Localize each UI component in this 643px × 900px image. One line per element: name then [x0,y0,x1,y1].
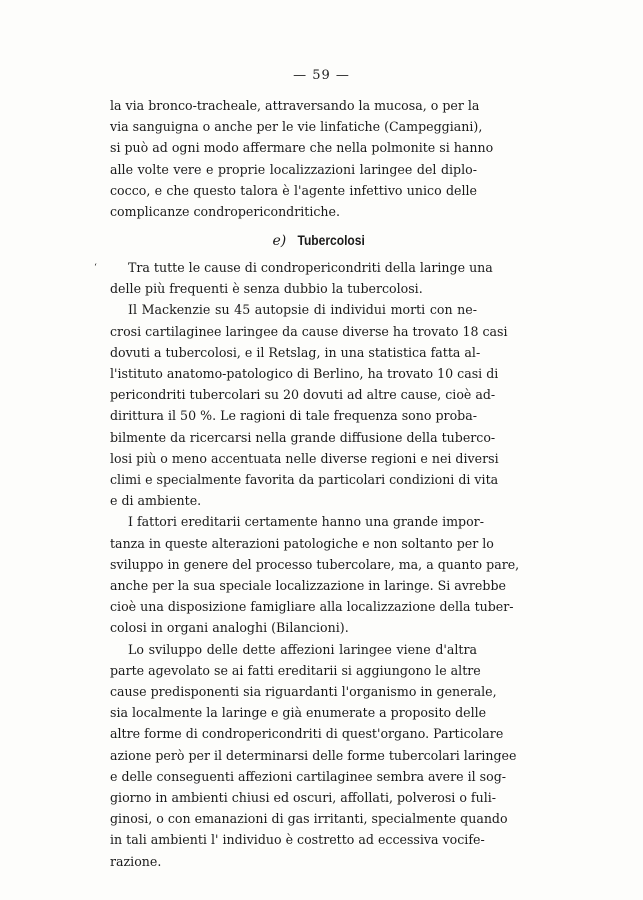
text-line: cocco, e che questo talora è l'agente infettivo unico delle [110,182,477,198]
text-line: razione. [110,853,162,869]
page-number: — 59 — [293,68,350,83]
text-line: alle volte vere e proprie localizzazioni laringee del diplo- [110,161,477,177]
text-line: dovuti a tubercolosi, e il Retslag, in una statistica fatta al- [110,344,481,360]
text-line: crosi cartilaginee laringee da cause diverse ha trovato 18 casi [110,323,508,339]
text-line: pericondriti tubercolari su 20 dovuti ad altre cause, cioè ad- [110,387,496,403]
text-line: ginosi, o con emanazioni di gas irritanti, specialmente quando [110,811,508,827]
text-line: parte agevolato se ai fatti ereditarii si aggiungono le altre [110,662,481,678]
section-marker: e) [272,233,287,249]
text-line: tanza in queste alterazioni patologiche e non soltanto per lo [110,535,494,551]
section-heading [0,232,643,249]
text-line: si può ad ogni modo affermare che nella polmonite si hanno [110,140,494,156]
text-line: Lo sviluppo delle dette affezioni laringee viene d'altra [128,641,477,657]
text-line: sia localmente la laringe e già enumerate a proposito delle [110,705,487,721]
print-mark: ‘ [94,263,97,273]
body-text [110,257,520,872]
text-line: bilmente da ricercarsi nella grande diffusione della tuberco- [110,429,496,445]
text-line: altre forme di condropericondriti di quest'organo. Particolare [110,726,504,742]
text-line: climi e specialmente favorita da particolari condizioni di vita [110,472,499,488]
text-line: complicanze condropericondritiche. [110,204,340,220]
section-title: Tubercolosi [297,232,366,248]
text-line: losi più o meno accentuata nelle diverse regioni e nei diversi [110,450,499,466]
text-line: giorno in ambienti chiusi ed oscuri, affollati, polverosi o fuli- [110,790,497,806]
text-line: via sanguigna o anche per le vie linfatiche (Campeggiani), [110,119,483,135]
text-line: e di ambiente. [110,493,202,509]
text-line: Il Mackenzie su 45 autopsie di individui morti con ne- [128,302,477,318]
text-line: l'istituto anatomo-patologico di Berlino, ha trovato 10 casi di [110,366,499,382]
text-line: la via bronco-tracheale, attraversando la mucosa, o per la [110,98,480,113]
text-line: delle più frequenti è senza dubbio la tubercolosi. [110,281,423,297]
intro-paragraph [110,95,494,222]
text-line: cause predisponenti sia riguardanti l'organismo in generale, [110,684,497,700]
text-line: azione però per il determinarsi delle forme tubercolari laringee [110,747,517,763]
text-line: in tali ambienti l' individuo è costretto ad eccessiva vocife- [110,832,485,848]
text-line: I fattori ereditarii certamente hanno una grande impor- [128,514,484,530]
text-line: cioè una disposizione famigliare alla localizzazione della tuber- [110,599,514,615]
text-line: sviluppo in genere del processo tubercolare, ma, a quanto pare, [110,556,520,572]
text-line: colosi in organi analoghi (Bilancioni). [110,620,349,636]
text-line: Tra tutte le cause di condropericondriti della laringe una [128,260,493,275]
text-line: dirittura il 50 %. Le ragioni di tale frequenza sono proba- [110,408,477,424]
text-line: e delle conseguenti affezioni cartilaginee sembra avere il sog- [110,768,507,784]
text-line: anche per la sua speciale localizzazione in laringe. Si avrebbe [110,578,506,594]
